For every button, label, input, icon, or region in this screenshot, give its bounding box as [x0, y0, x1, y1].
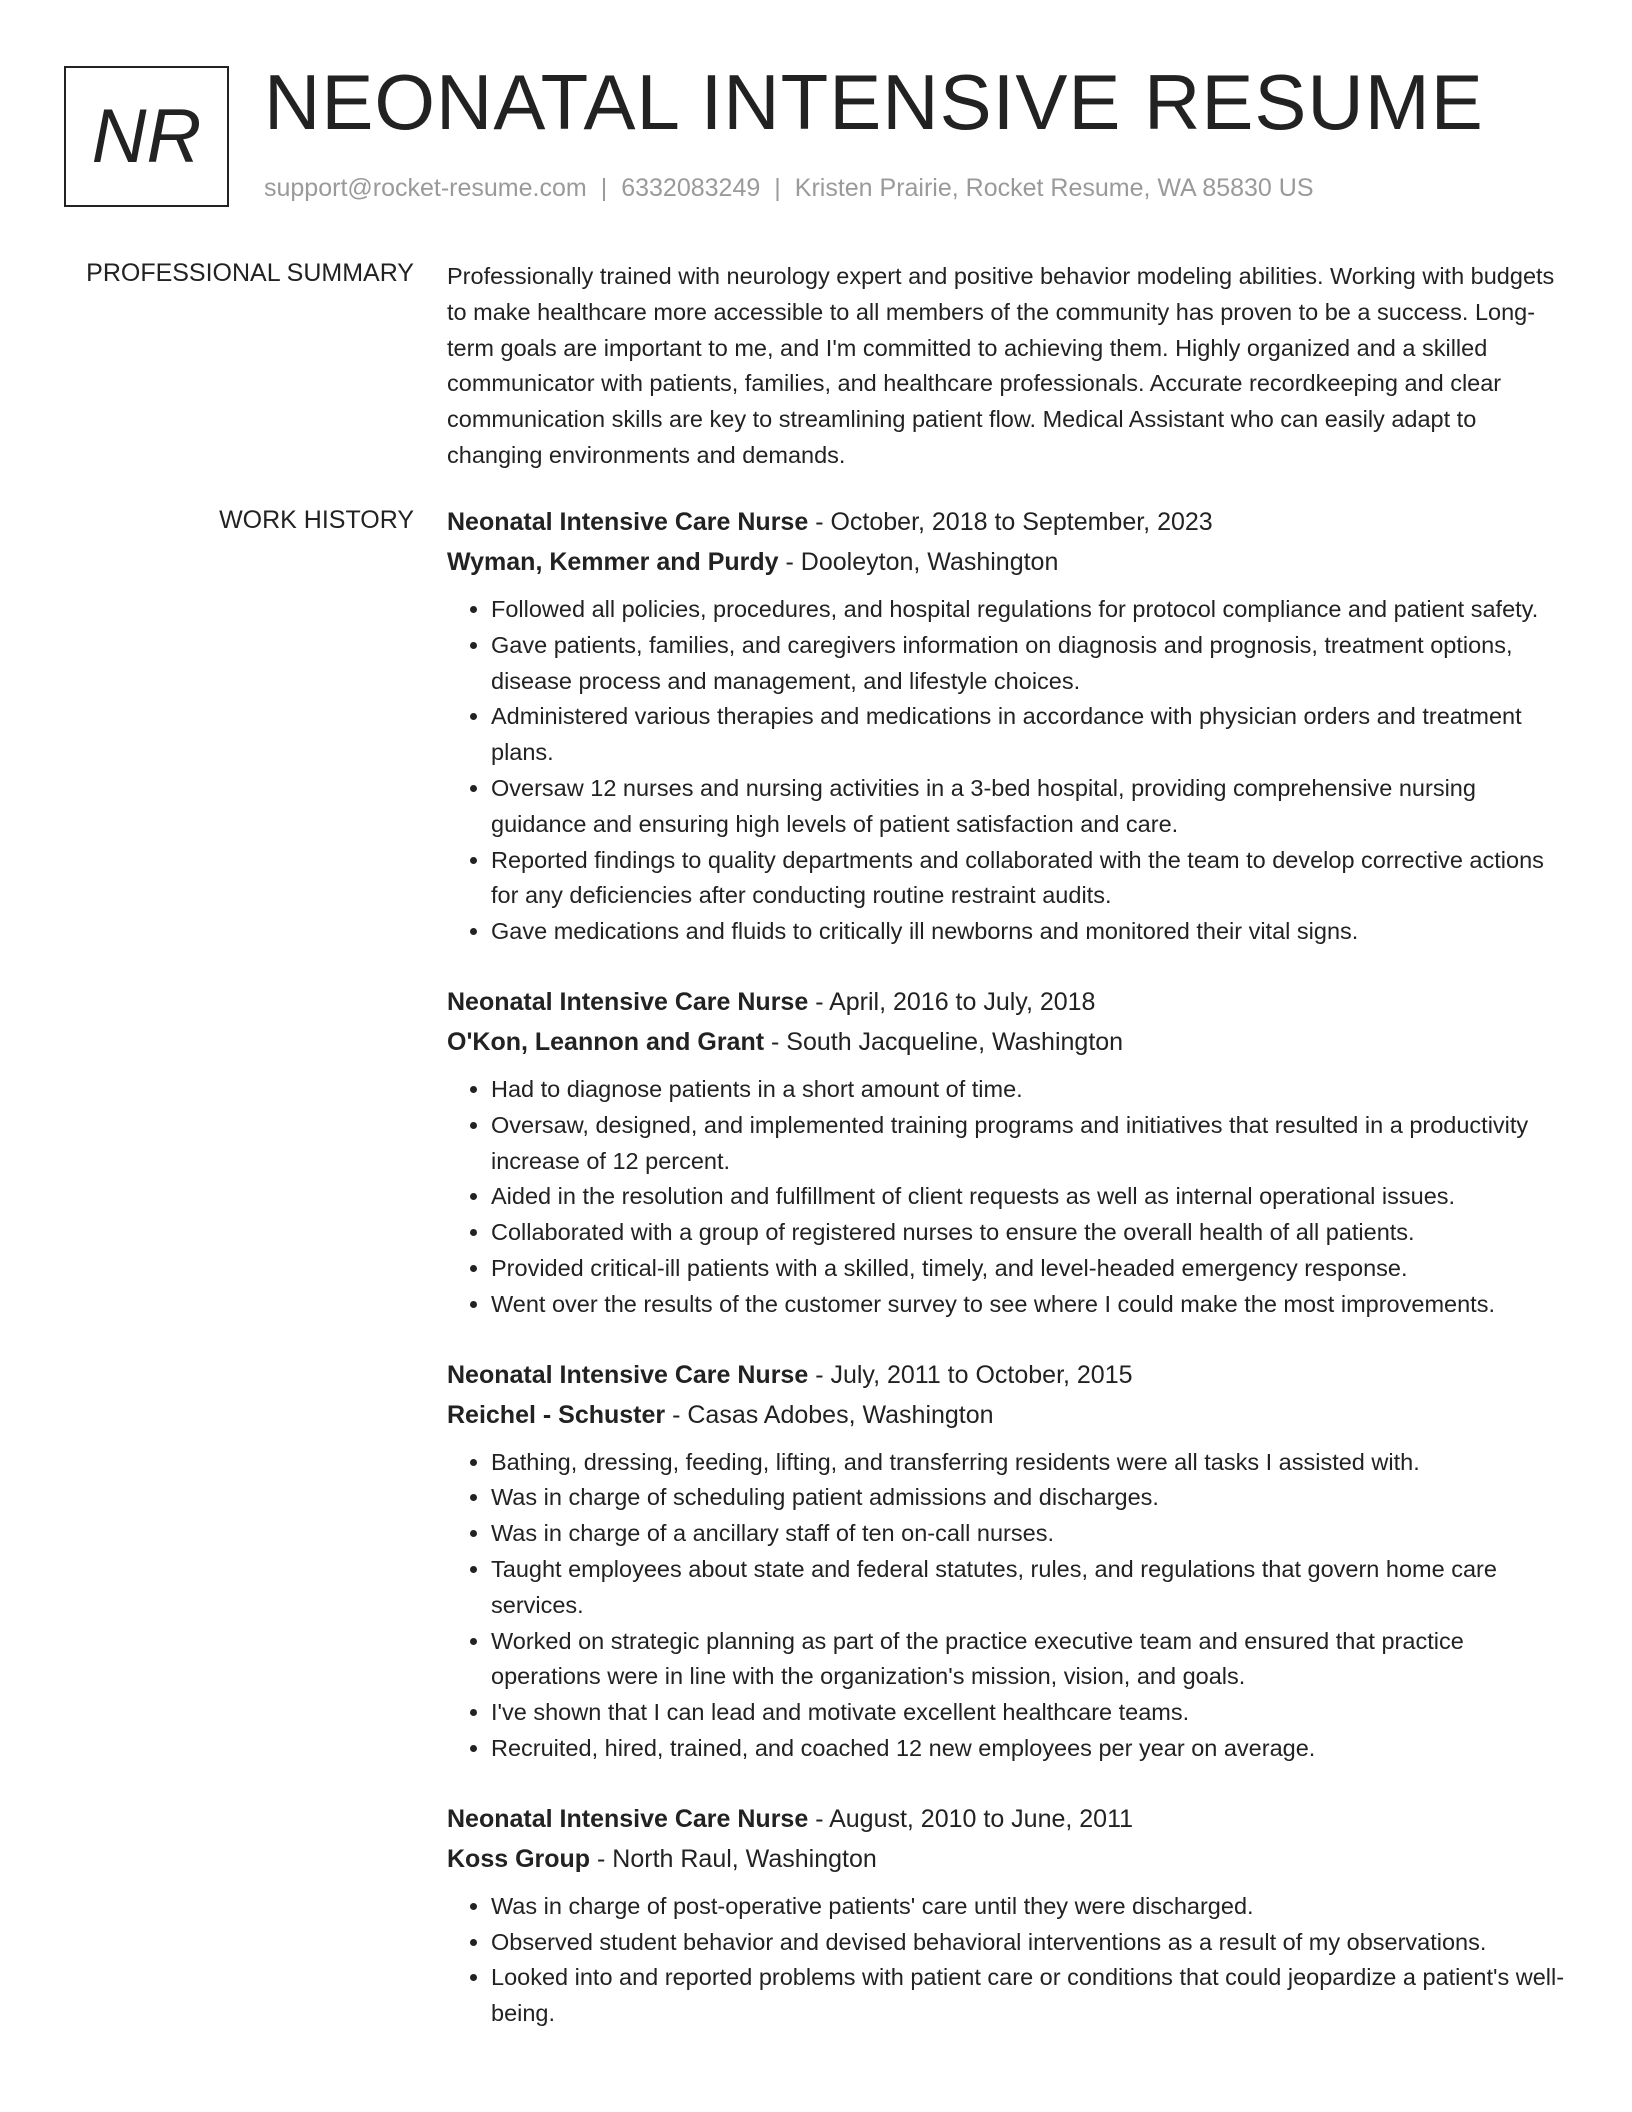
- job-location: - Dooleyton, Washington: [778, 548, 1059, 576]
- work-section-label: WORK HISTORY: [219, 506, 414, 534]
- job-location: - South Jacqueline, Washington: [764, 1027, 1124, 1056]
- job-employer-line: [447, 1839, 1567, 1879]
- job-dates: - August, 2010 to June, 2011: [808, 1804, 1134, 1833]
- job-title-line: [447, 1355, 1567, 1395]
- contact-separator: |: [600, 174, 608, 202]
- job-bullet: • I've shown that I can lead and motivate excellent healthcare teams.: [491, 1695, 1567, 1731]
- resume-title: NEONATAL INTENSIVE RESUME: [264, 58, 1484, 146]
- job-dates: - April, 2016 to July, 2018: [808, 987, 1096, 1016]
- job-bullet: • Worked on strategic planning as part of the practice executive team and ensured that practice operations were in line with the organization's mission, vision, and goals.: [491, 1624, 1567, 1696]
- job-bullets: [447, 1445, 1567, 1767]
- job-bullet: • Recruited, hired, trained, and coached 12 new employees per year on average.: [491, 1731, 1567, 1767]
- job-entry: [447, 502, 1567, 950]
- job-bullet: • Provided critical-ill patients with a skilled, timely, and level-headed emergency response.: [491, 1251, 1567, 1287]
- job-employer-line: [447, 1395, 1567, 1435]
- job-title: Neonatal Intensive Care Nurse: [447, 1360, 809, 1389]
- monogram-text: NR: [91, 94, 202, 179]
- job-bullets: [447, 1889, 1567, 2032]
- job-bullet: • Followed all policies, procedures, and hospital regulations for protocol compliance and patient safety.: [491, 592, 1567, 628]
- contact-phone[interactable]: 6332083249: [621, 174, 761, 202]
- job-bullets: [447, 592, 1567, 950]
- job-bullet: • Looked into and reported problems with patient care or conditions that could jeopardize a patient's well-being.: [491, 1960, 1567, 2032]
- job-location: - North Raul, Washington: [590, 1844, 877, 1873]
- job-entry: [447, 1799, 1567, 2032]
- job-employer: Wyman, Kemmer and Purdy: [447, 548, 779, 576]
- job-employer: Koss Group: [447, 1844, 591, 1873]
- job-bullet: • Went over the results of the customer survey to see where I could make the most improvements.: [491, 1287, 1567, 1323]
- job-title: Neonatal Intensive Care Nurse: [447, 1804, 809, 1833]
- job-bullet: • Oversaw, designed, and implemented training programs and initiatives that resulted in a productivity increase of 12 percent.: [491, 1108, 1567, 1180]
- contact-line: [264, 174, 1314, 203]
- contact-address: Kristen Prairie, Rocket Resume, WA 85830 US: [794, 174, 1314, 202]
- job-bullet: • Taught employees about state and federal statutes, rules, and regulations that govern home care services.: [491, 1552, 1567, 1624]
- job-bullets: [447, 1072, 1567, 1323]
- summary-text: Professionally trained with neurology expert and positive behavior modeling abilities. Working with budgets to make healthcare more accessible to all members of the community has proven to be a success. Long-term goals are important to me, and I'm committed to achieving them. Highly organized and a skilled communicator with patients, families, and healthcare professionals. Accurate recordkeeping and clear communication skills are key to streamlining patient flow. Medical Assistant who can easily adapt to changing environments and demands.: [447, 263, 1555, 468]
- job-dates: - October, 2018 to September, 2023: [808, 508, 1213, 536]
- job-entry: [447, 982, 1567, 1323]
- job-title-line: [447, 502, 1567, 542]
- job-bullet: • Gave medications and fluids to critically ill newborns and monitored their vital signs.: [491, 914, 1567, 950]
- job-bullet: • Had to diagnose patients in a short amount of time.: [491, 1072, 1567, 1108]
- job-title: Neonatal Intensive Care Nurse: [447, 508, 809, 536]
- monogram-logo: [64, 66, 229, 207]
- contact-separator: |: [774, 174, 781, 202]
- job-bullet: • Aided in the resolution and fulfillment of client requests as well as internal operational issues.: [491, 1179, 1567, 1215]
- job-bullet: • Was in charge of post-operative patients' care until they were discharged.: [491, 1889, 1567, 1925]
- job-bullet: • Oversaw 12 nurses and nursing activities in a 3-bed hospital, providing comprehensive nursing guidance and ensuring high levels of patient satisfaction and care.: [491, 771, 1567, 843]
- job-bullet: • Bathing, dressing, feeding, lifting, and transferring residents were all tasks I assisted with.: [491, 1445, 1567, 1481]
- job-bullet: • Reported findings to quality departments and collaborated with the team to develop corrective actions for any deficiencies after conducting routine restraint audits.: [491, 843, 1567, 915]
- job-title-line: [447, 1799, 1567, 1839]
- job-title-line: [447, 982, 1567, 1022]
- job-bullet: • Collaborated with a group of registered nurses to ensure the overall health of all patients.: [491, 1215, 1567, 1251]
- job-employer: O'Kon, Leannon and Grant: [447, 1027, 765, 1056]
- job-employer: Reichel - Schuster: [447, 1400, 666, 1429]
- job-bullet: • Was in charge of scheduling patient admissions and discharges.: [491, 1480, 1567, 1516]
- contact-email[interactable]: support@rocket-resume.com: [264, 174, 587, 202]
- summary-section-label: PROFESSIONAL SUMMARY: [86, 259, 414, 287]
- job-dates: - July, 2011 to October, 2015: [808, 1360, 1133, 1389]
- job-bullet: • Administered various therapies and medications in accordance with physician orders and treatment plans.: [491, 699, 1567, 771]
- work-history-section: [447, 502, 1567, 2064]
- job-bullet: • Was in charge of a ancillary staff of ten on-call nurses.: [491, 1516, 1567, 1552]
- job-bullet: • Observed student behavior and devised behavioral interventions as a result of my observations.: [491, 1925, 1567, 1961]
- job-employer-line: [447, 542, 1567, 582]
- job-location: - Casas Adobes, Washington: [665, 1400, 994, 1429]
- job-entry: [447, 1355, 1567, 1767]
- summary-section: [447, 259, 1567, 474]
- job-employer-line: [447, 1022, 1567, 1062]
- job-title: Neonatal Intensive Care Nurse: [447, 987, 809, 1016]
- job-bullet: • Gave patients, families, and caregivers information on diagnosis and prognosis, treatment options, disease process and management, and lifestyle choices.: [491, 628, 1567, 700]
